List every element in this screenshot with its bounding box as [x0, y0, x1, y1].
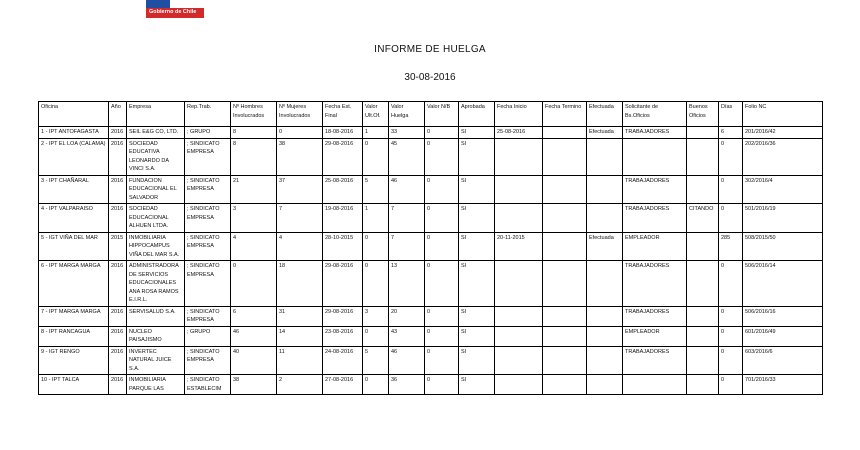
table-cell: 0: [719, 306, 743, 326]
table-cell: 2016: [109, 326, 127, 346]
table-cell: [587, 138, 623, 175]
table-cell: [543, 138, 587, 175]
table-cell: [543, 204, 587, 233]
table-cell: 33: [389, 127, 425, 139]
table-cell: 0: [425, 175, 459, 204]
table-cell: 0: [719, 326, 743, 346]
table-cell: 0: [363, 261, 389, 307]
table-cell: ; GRUPO: [185, 326, 231, 346]
column-header: Valor N/B: [425, 102, 459, 127]
table-cell: 2016: [109, 127, 127, 139]
table-cell: SI: [459, 261, 495, 307]
table-cell: 2015: [109, 232, 127, 261]
table-cell: [543, 175, 587, 204]
table-cell: 29-08-2016: [323, 138, 363, 175]
table-cell: 18-08-2016: [323, 127, 363, 139]
table-cell: 0: [719, 375, 743, 395]
table-cell: Efectuada: [587, 232, 623, 261]
table-cell: 25-08-2016: [495, 127, 543, 139]
column-header: Folio NC: [743, 102, 823, 127]
table-cell: SI: [459, 138, 495, 175]
table-cell: 0: [719, 261, 743, 307]
table-cell: 0: [363, 375, 389, 395]
column-header: Empresa: [127, 102, 185, 127]
table-cell: 36: [389, 375, 425, 395]
table-cell: 43: [389, 326, 425, 346]
table-cell: 6 - IPT MARGA MARGA: [39, 261, 109, 307]
table-cell: 29-08-2016: [323, 306, 363, 326]
table-cell: 7: [389, 232, 425, 261]
table-row: [39, 326, 823, 346]
table-cell: 4: [277, 232, 323, 261]
table-cell: [587, 326, 623, 346]
table-cell: 37: [277, 175, 323, 204]
table-cell: CITANDO: [687, 204, 719, 233]
table-cell: [495, 175, 543, 204]
table-cell: ; SINDICATO EMPRESA: [185, 175, 231, 204]
table-cell: INVERTEC NATURAL JUICE S.A.: [127, 346, 185, 375]
table-cell: SI: [459, 175, 495, 204]
table-cell: 46: [389, 346, 425, 375]
table-cell: [495, 375, 543, 395]
table-cell: [543, 306, 587, 326]
table-cell: [687, 175, 719, 204]
column-header: Fecha Inicio: [495, 102, 543, 127]
table-cell: [495, 138, 543, 175]
table-cell: INMOBILIARIA PARQUE LAS: [127, 375, 185, 395]
table-cell: SEIL E&G CO, LTD.: [127, 127, 185, 139]
table-cell: 20: [389, 306, 425, 326]
table-row: [39, 346, 823, 375]
column-header: Valor Huelga: [389, 102, 425, 127]
table-cell: 19-08-2016: [323, 204, 363, 233]
table-cell: SI: [459, 232, 495, 261]
table-cell: [687, 232, 719, 261]
column-header: Días: [719, 102, 743, 127]
table-cell: [495, 306, 543, 326]
table-cell: 8: [231, 138, 277, 175]
table-cell: TRABAJADORES: [623, 127, 687, 139]
table-cell: 24-08-2016: [323, 346, 363, 375]
table-cell: 28-10-2015: [323, 232, 363, 261]
table-cell: 601/2016/49: [743, 326, 823, 346]
table-cell: TRABAJADORES: [623, 346, 687, 375]
table-cell: [543, 346, 587, 375]
table-cell: 27-08-2016: [323, 375, 363, 395]
table-cell: [623, 138, 687, 175]
table-cell: 0: [425, 346, 459, 375]
table-cell: 5: [363, 346, 389, 375]
table-cell: [543, 127, 587, 139]
table-cell: 45: [389, 138, 425, 175]
table-cell: 202/2016/36: [743, 138, 823, 175]
table-cell: SI: [459, 346, 495, 375]
table-cell: 18: [277, 261, 323, 307]
table-cell: 0: [363, 232, 389, 261]
table-cell: 508/2015/50: [743, 232, 823, 261]
table-cell: 0: [277, 127, 323, 139]
table-cell: 701/2016/33: [743, 375, 823, 395]
table-cell: 603/2016/6: [743, 346, 823, 375]
table-cell: SI: [459, 306, 495, 326]
table-cell: 2: [277, 375, 323, 395]
table-cell: 2 - IPT EL LOA (CALAMA): [39, 138, 109, 175]
table-cell: [543, 375, 587, 395]
table-cell: [495, 326, 543, 346]
table-cell: 0: [719, 138, 743, 175]
table-cell: TRABAJADORES: [623, 175, 687, 204]
table-cell: 0: [425, 306, 459, 326]
column-header: Valor Ult.Of.: [363, 102, 389, 127]
table-cell: ; SINDICATO EMPRESA: [185, 138, 231, 175]
table-cell: 0: [425, 326, 459, 346]
table-cell: [495, 346, 543, 375]
table-cell: 21: [231, 175, 277, 204]
table-cell: TRABAJADORES: [623, 306, 687, 326]
table-body: [39, 127, 823, 395]
table-cell: 0: [425, 232, 459, 261]
column-header: Efectuada: [587, 102, 623, 127]
table-cell: 38: [277, 138, 323, 175]
table-cell: 2016: [109, 375, 127, 395]
table-cell: [687, 127, 719, 139]
table-cell: [543, 232, 587, 261]
table-cell: [543, 261, 587, 307]
table-cell: 506/2016/16: [743, 306, 823, 326]
table-cell: ; SINDICATO EMPRESA: [185, 232, 231, 261]
table-cell: SI: [459, 127, 495, 139]
table-cell: 8: [231, 127, 277, 139]
table-cell: 0: [719, 346, 743, 375]
table-cell: 23-08-2016: [323, 326, 363, 346]
table-cell: [687, 326, 719, 346]
table-cell: EMPLEADOR: [623, 232, 687, 261]
column-header: Año: [109, 102, 127, 127]
table-cell: SOCIEDAD EDUCACIONAL ALHUEN LTDA.: [127, 204, 185, 233]
table-cell: 501/2016/19: [743, 204, 823, 233]
table-cell: 38: [231, 375, 277, 395]
table-header-row: [39, 102, 823, 127]
table-cell: [587, 204, 623, 233]
table-cell: [687, 261, 719, 307]
table-cell: 1: [363, 204, 389, 233]
table-cell: 20-11-2015: [495, 232, 543, 261]
table-row: [39, 175, 823, 204]
table-cell: TRABAJADORES: [623, 204, 687, 233]
table-cell: ; SINDICATO EMPRESA: [185, 261, 231, 307]
table-cell: 5 - IGT VIÑA DEL MAR: [39, 232, 109, 261]
table-cell: 1: [363, 127, 389, 139]
column-header: Nº Mujeres Involucrados: [277, 102, 323, 127]
table-cell: 4: [231, 232, 277, 261]
logo-text: Gobierno de Chile: [149, 9, 197, 15]
table-cell: [587, 375, 623, 395]
table-row: [39, 127, 823, 139]
table-cell: 0: [363, 326, 389, 346]
table-row: [39, 232, 823, 261]
table-cell: 0: [425, 261, 459, 307]
table-cell: 2016: [109, 346, 127, 375]
table-cell: 9 - IGT RENGO: [39, 346, 109, 375]
table-cell: SI: [459, 375, 495, 395]
table-cell: [587, 306, 623, 326]
table-cell: 40: [231, 346, 277, 375]
table-cell: 4 - IPT VALPARAISO: [39, 204, 109, 233]
column-header: Rep.Trab.: [185, 102, 231, 127]
table-cell: 0: [425, 127, 459, 139]
table-cell: 14: [277, 326, 323, 346]
table-cell: EMPLEADOR: [623, 326, 687, 346]
table-cell: 5: [363, 175, 389, 204]
table-cell: 25-08-2016: [323, 175, 363, 204]
table-cell: [623, 375, 687, 395]
table-row: [39, 138, 823, 175]
table-cell: 3: [363, 306, 389, 326]
table-cell: [587, 261, 623, 307]
table-cell: 7: [389, 204, 425, 233]
table-cell: SI: [459, 326, 495, 346]
table-row: [39, 375, 823, 395]
table-cell: NUCLEO PAISAJISMO: [127, 326, 185, 346]
table-cell: ; SINDICATO EMPRESA: [185, 306, 231, 326]
table-cell: 10 - IPT TALCA: [39, 375, 109, 395]
logo-blue-block: [146, 0, 170, 8]
table-cell: 0: [425, 138, 459, 175]
table-cell: ; SINDICATO ESTABLECIM: [185, 375, 231, 395]
table-cell: [543, 326, 587, 346]
table-cell: ; SINDICATO EMPRESA: [185, 346, 231, 375]
table-cell: [687, 138, 719, 175]
table-cell: [687, 306, 719, 326]
report-date: 30-08-2016: [404, 72, 456, 83]
table-row: [39, 306, 823, 326]
column-header: Solicitante de Bs.Oficios: [623, 102, 687, 127]
table-cell: [587, 175, 623, 204]
table-cell: 3: [231, 204, 277, 233]
column-header: Buenos Oficios: [687, 102, 719, 127]
table-cell: Efectuada: [587, 127, 623, 139]
table-cell: 2016: [109, 175, 127, 204]
table-cell: [495, 204, 543, 233]
strike-report-table: [38, 101, 823, 395]
table-cell: ADMINISTRADORA DE SERVICIOS EDUCACIONALES ANA ROSA RAMOS E.I.R.L.: [127, 261, 185, 307]
table-cell: [495, 261, 543, 307]
table-cell: 0: [363, 138, 389, 175]
column-header: Aprobada: [459, 102, 495, 127]
table-cell: 506/2016/14: [743, 261, 823, 307]
table-cell: 3 - IPT CHAÑARAL: [39, 175, 109, 204]
column-header: Oficina: [39, 102, 109, 127]
column-header: Fecha Est. Final: [323, 102, 363, 127]
table-cell: SOCIEDAD EDUCATIVA LEONARDO DA VINCI S.A.: [127, 138, 185, 175]
table-cell: INMOBILIARIA HIPPOCAMPUS VIÑA DEL MAR S.A.: [127, 232, 185, 261]
table-cell: [687, 346, 719, 375]
table-cell: 31: [277, 306, 323, 326]
table-cell: 0: [719, 175, 743, 204]
table-cell: 13: [389, 261, 425, 307]
table-cell: 8 - IPT RANCAGUA: [39, 326, 109, 346]
table-row: [39, 204, 823, 233]
table-cell: 11: [277, 346, 323, 375]
table-row: [39, 261, 823, 307]
table-cell: [587, 346, 623, 375]
table-cell: 1 - IPT ANTOFAGASTA: [39, 127, 109, 139]
table-cell: 0: [425, 375, 459, 395]
table-cell: ; SINDICATO EMPRESA: [185, 204, 231, 233]
table-cell: 7 - IPT MARGA MARGA: [39, 306, 109, 326]
table-cell: 0: [719, 204, 743, 233]
table-cell: 2016: [109, 138, 127, 175]
table-cell: 2016: [109, 306, 127, 326]
table-cell: 46: [389, 175, 425, 204]
table-cell: 46: [231, 326, 277, 346]
gobierno-logo: [146, 0, 204, 18]
column-header: Nº Hombres Involucrados: [231, 102, 277, 127]
table-cell: 29-08-2016: [323, 261, 363, 307]
table-cell: TRABAJADORES: [623, 261, 687, 307]
table-cell: ; GRUPO: [185, 127, 231, 139]
table-cell: SI: [459, 204, 495, 233]
table-cell: 0: [231, 261, 277, 307]
table-cell: 6: [231, 306, 277, 326]
table-cell: 201/2016/42: [743, 127, 823, 139]
table-cell: 6: [719, 127, 743, 139]
table-cell: 2016: [109, 204, 127, 233]
table-cell: 0: [425, 204, 459, 233]
table-cell: 285: [719, 232, 743, 261]
table-cell: [687, 375, 719, 395]
table-cell: FUNDACION EDUCACIONAL EL SALVADOR: [127, 175, 185, 204]
table-cell: 2016: [109, 261, 127, 307]
table-cell: 7: [277, 204, 323, 233]
table-cell: SERVISALUD S.A.: [127, 306, 185, 326]
column-header: Fecha Termino: [543, 102, 587, 127]
table-cell: 302/2016/4: [743, 175, 823, 204]
report-title: INFORME DE HUELGA: [374, 44, 486, 55]
